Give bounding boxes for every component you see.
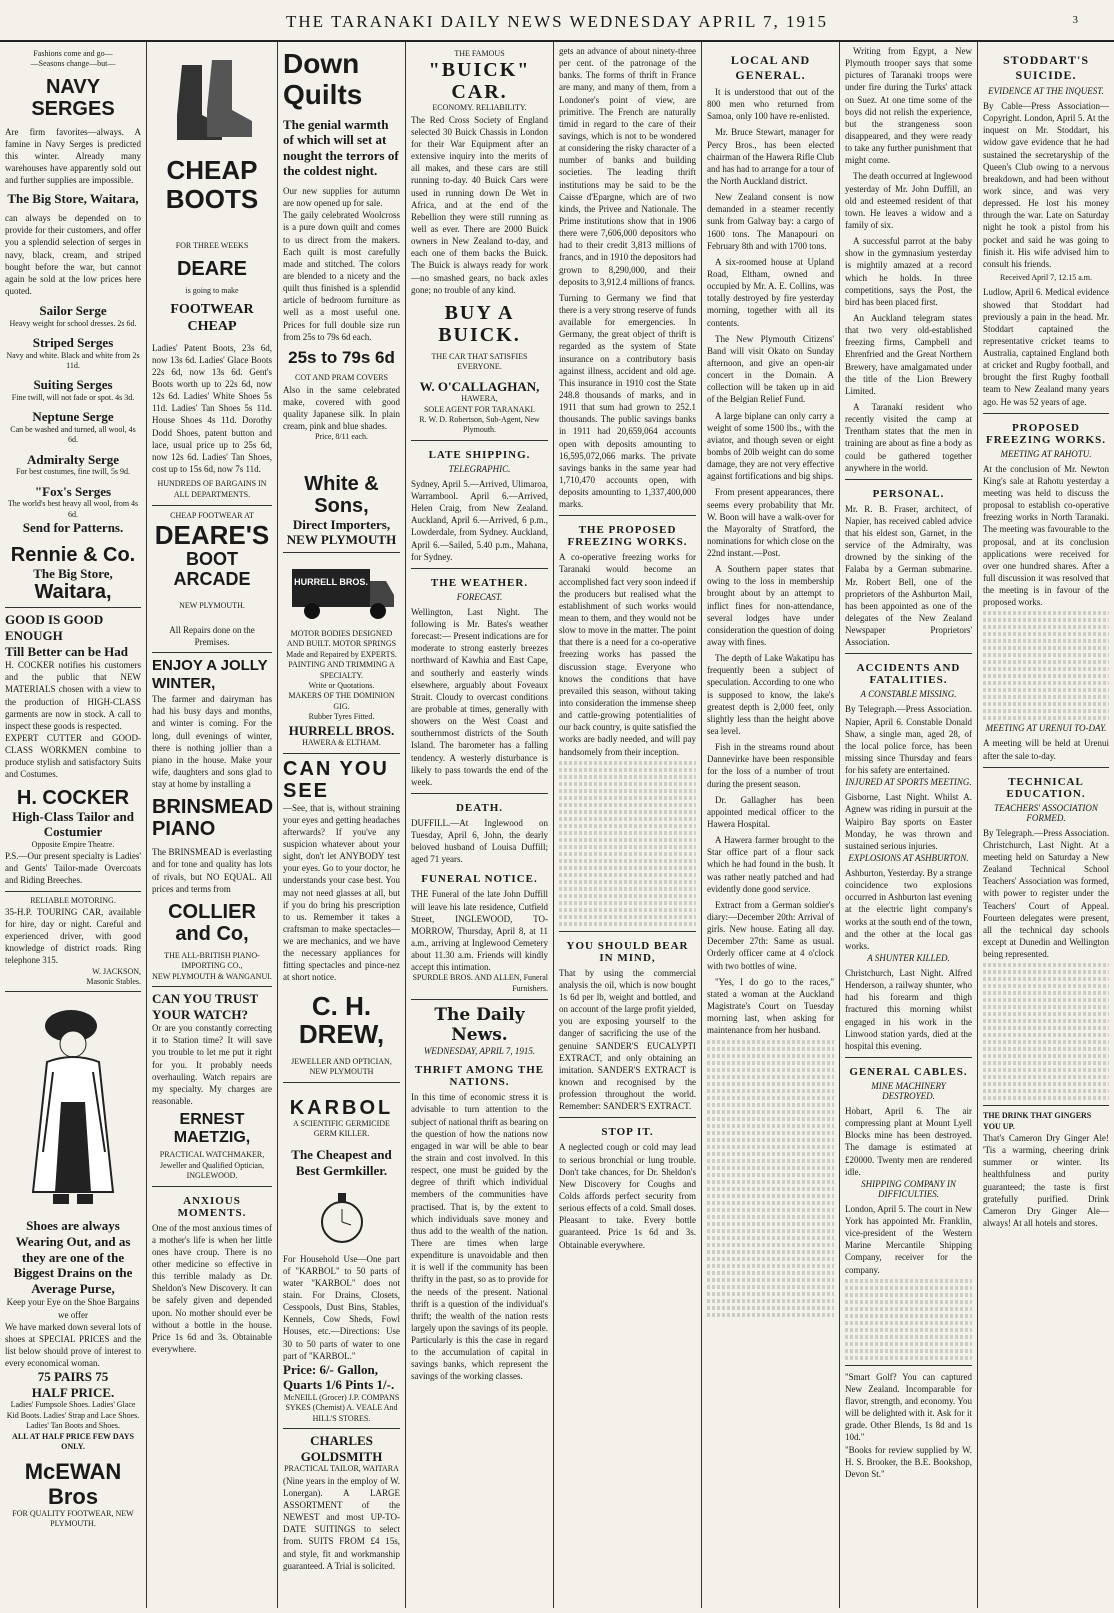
freezing-works-text: A co-operative freezing works for Taranaki would become an accomplished fact very soon indeed if the producers but realised what the establishment of such works would mean to them, and they would not be slow to move in the matter. The point that there is a need for a co-operative freezing works has passed the discussion stage. Everyone who knows the conditions that have prevailed this season, without taking into consideration the immense sheep and cattle-growing potentialities of our back country, is quite satisfied the works are badly needed, and will pay handsomely from their inception. [559,552,696,757]
local-item-4: A six-roomed house at Upland Road, Eltham, owned and occupied by Mr. A. E. Collins, was totally destroyed by fire yesterday morning, together with all its contents. [707,256,834,328]
shoes-keep: Keep your Eye on the Shoe Bargains we offer [6,1297,140,1320]
cot-text: Also in the same celebrated make, covered with good quality Japanese silk. In plain cream, pink and blue shades. [283,384,400,432]
anxious-text: One of the most anxious times of a mother's life is when her little ones have croup. There is no other medicine so effective in this terrible malady as Dr. Sheldon's New Discovery. It can be safely given and depended upon. No mother should ever be without a bottle in the house. Price 1s 6d and 3s. Obtainable everywhere. [152,1222,272,1354]
cocker-headline-3: Till Better can be Had [5,643,129,659]
personal-text: Mr. R. B. Fraser, architect, of Napier, has received cabled advice that his eldest son, Garnet, in the service of the Admiralty, was drowned by the sinking of the Falaba by a German submarine. Mr. Robert Bell, one of the proprietors of the Ashburton Mail, has been appointed as one of the delegates of the New Zealand Newspaper Proprietors' Association. [845,503,972,648]
suiting-serges: Suiting Serges [33,377,113,393]
admiralty-serge: Admiralty Serge [26,451,120,467]
local-news [707,86,834,1036]
drew-advert [283,754,400,1083]
neptune-serge-text: Can be washed and turned, all wool, 4s 6d. [10,425,136,445]
newspaper-title: THE TARANAKI DAILY NEWS WEDNESDAY APRIL 7, 1915 [285,12,829,31]
ginger-heading: THE DRINK THAT GINGERS YOU UP. [983,1111,1092,1131]
column-6 [702,42,840,1608]
shoes-text: Shoes are always Wearing Out, and as they are one of the Biggest Drains on the Average Purse, [13,1218,133,1296]
genial-warmth: The genial warmth of which will set at nought the terrors of the coldest night. [283,116,399,179]
motoring-name: W. JACKSON, [92,966,141,976]
collier-address: NEW PLYMOUTH & WANGANUI. [152,971,272,981]
general-cables-heading: GENERAL CABLES. [849,1065,968,1078]
motor-van-illustration [286,563,398,623]
white-sons-subline: Direct Importers, [292,516,391,532]
stop-it-heading: STOP IT. [601,1126,654,1139]
collier-subline: THE ALL-BRITISH PIANO-IMPORTING CO., [164,950,260,971]
rennie-store: The Big Store, [33,565,113,581]
column-1 [0,42,147,1608]
boots-illustration [167,55,257,150]
cocker-advert [5,608,141,891]
suicide-text-2: Ludlow, April 6. Medical evidence showed that Stoddart had previously a pain in the head. Mr. Stoddart captained the representative cricket teams to Australia, captained England both at cricket and Rugby football, and brought the first Rugby football team to New Zealand many years ago. He was 52 years of age. [983,287,1109,407]
maetzig-name: ERNEST MAETZIG, [173,1111,251,1146]
hurrell-tyres: Rubber Tyres Fitted. [308,712,375,722]
editorial-date: WEDNESDAY, APRIL 7, 1915. [423,1046,536,1057]
page-number: 3 [1072,14,1078,26]
thrift-continued-2: Turning to Germany we find that there is a very strong reserve of funds available for emergencies. In Germany, the great object of thrift is regarded as the system of State insurance on a contributory basis against illness, accident and old age. This insurance in 1910 cost the State 248.8 thousands of marks, and in 1911 that sum had grown to 252.1 thousands. The public savings banks in 1911 had 20,659,064 accounts open with deposits amounting to 16,595,072,066 marks. The private savings banks in the same year had 1,710,470 accounts open, with deposits amounting to 1,337,400,000 marks. [559,292,696,510]
cocker-text: H. COCKER notifies his customers and the public that NEW MATERIALS chosen with a view to the production of HIGH-CLASS garments are now in stock. A call to inspect these goods is respected. [5,660,141,731]
suiting-serges-text: Fine twill, will not fade or spot. 4s 3d. [11,393,135,403]
stop-it-text: A neglected cough or cold may lead to serious bronchial or lung trouble. Don't take chances, for Dr. Sheldon's New Discovery for Coughs and Colds affords perfect security from serious effects of a cold. Small doses. Pleasant to take. Every bottle guaranteed. Price 1s 6d and 3s. Obtainable everywhere. [559,1142,696,1250]
anxious-heading: ANXIOUS MOMENTS. [177,1194,247,1219]
watch-illustration [317,1187,367,1247]
admiralty-serge-text: For best costumes, fine twill, 5s 9d. [16,467,130,477]
hurrell-advert [283,553,400,754]
karbol-cheapest: The Cheapest and Best Germkiller. [291,1147,392,1178]
cocker-address: Opposite Empire Theatre. [31,839,115,849]
the-famous: THE FAMOUS [454,49,505,58]
new-supplies: Our new supplies for autumn are now opened up for sale. [283,185,400,209]
buy-a-buick: BUY A BUICK. [438,301,521,346]
motoring-advert [5,892,141,993]
collier-advert [152,653,272,987]
accidents-heading: ACCIDENTS AND FATALITIES. [856,662,961,687]
neptune-serge: Neptune Serge [32,409,114,425]
fox-serges-text: The world's best heavy all wool, from 4s 6d. [7,499,139,519]
column-7 [840,42,978,1608]
deares-name: DEARE'S [154,520,270,551]
boots-heading: BOOTS [165,183,259,214]
local-cont-1: Writing from Egypt, a New Plymouth trooper says that some pictures of Taranaki troops were under fire during the Turks' attack on Suez. At one time some of the boys did not relish the experience, but the strangeness soon disappeared, and they were ready to take any further punishment that might come. [845,46,972,166]
local-item-1: It is understood that out of the 800 men who returned from Samoa, only 100 have re-enlisted. [707,87,834,122]
death-heading: DEATH. [455,801,504,814]
column-3 [278,42,406,1608]
local-item-12: A Hawera farmer brought to the Star office part of a flour sack which he had found in the bush. It was rather neatly patched and had evidently done good service. [707,835,834,894]
local-item-5: The New Plymouth Citizens' Band will visit Okato on Sunday afternoon, and give an open-air concert in the Domain. A collection will be taken up in aid of the Belgian Relief Fund. [707,333,834,405]
see-text: —See, that is, without straining your eyes and getting headaches afterwards? If you've any suspicion whatever about your sight, don't let ANYBODY test your eyes. Go to your doctor, he understands your case best. You may not need glasses at all, but if you do bring his prescription to us. Remember it takes a craftsman to make spectacles—we are mechanics, and we have the necessary appliances for fitting spectacles and pince-nez at short notice. [283,802,400,983]
cheap-footwear-at: CHEAP FOOTWEAR AT [170,510,254,520]
sailor-serge-text: Heavy weight for school dresses. 2s 6d. [9,318,137,328]
cot-price: Price, 8/11 each. [314,432,368,442]
cot-covers: COT AND PRAM COVERS [295,373,388,383]
karbol-name: KARBOL [289,1096,394,1119]
local-cont-4: An Auckland telegram states that two very old-established freezing firms, Campbell and Ehrenfried and the Great Northern Brewery, have amalgamated under the title of the Lion Brewery Limited. [845,312,972,396]
fashion-line-2: —Seasons change—but— [30,59,116,69]
buick-text: The Red Cross Society of England selected 30 Buick Chassis in London for their War Equipment after an extensive inquiry into the merits of all makes, and these cars are still running to-day. 40 Buick Cars were used in running down De Wet in Africa, and at the end of the Rebellion they were still running as well as ever. There are 2000 Buick owners in New Zealand to-day, and each one of them backs the Buick. The Buick is always ready for work—no smashed gears, no back axles gone; no trouble of any kind. [411,114,548,295]
suicide-received: Received April 7, 12.15 a.m. [1000,272,1092,282]
daily-news-heading: The Daily News. [434,1005,525,1046]
fox-serges: "Fox's Serges [34,483,112,499]
shoes-note: ALL AT HALF PRICE FEW DAYS ONLY. [12,1431,134,1451]
funeral-signature: SPURDLE BROS. AND ALLEN, Funeral Furnishers. [412,973,548,993]
hurrell-name: HURRELL BROS. [288,722,395,738]
cocker-text-2: EXPERT CUTTER and GOOD-CLASS WORKMEN combine to produce stylish and satisfactory Suits and Costumes. [5,732,141,780]
white-sons-address: NEW PLYMOUTH [286,532,397,548]
rennie-town: Waitara, [34,581,112,604]
hurrell-write: Write or Quotations. [308,680,375,690]
karbol-price: Price: 6/- Gallon, Quarts 1/6 Pints 1/-. [283,1361,395,1393]
white-sons-name: White & Sons, [304,472,379,517]
local-item-6: A large biplane can only carry a weight of some 1500 lbs., with the aviator, and though seven or eight bombs of 20lb weight can do some damage, they are not very effective against fortifications and big ships. [707,410,834,482]
local-continued [845,45,972,474]
mine-heading: MINE MACHINERY DESTROYED. [871,1080,946,1101]
striped-serges-text: Navy and white. Black and white from 2s 11d. [6,350,140,371]
suicide-text: By Cable—Press Association—Copyright. London, April 5. At the inquest on Mr. Stoddart, his widow gave evidence that he had sustained the secretaryship of the Queen's Club owing to a nervous breakdown, and had been without work since, and was very depressed. He lost his money through the war. Late on Saturday night he took a pistol from his pocket and said he was going to finish it. His wife advised him to consult his friends. [983,101,1109,269]
local-item-14: "Yes, I do go to the races," stated a woman at the Auckland Magistrate's Court on Tuesday morning last, when asking for maintenance from her husband. [707,976,834,1036]
bargains-line: HUNDREDS OF BARGAINS IN ALL DEPARTMENTS. [157,479,267,499]
sub-agent: R. W. D. Robertson, Sub-Agent, New Plymouth. [419,415,540,435]
local-cont-3: A successful parrot at the baby show in the gymnasium yesterday is mightily amazed at a record which he holds. In three competitions, says the Post, the bird has been placed first. [845,236,972,307]
local-item-8: A Southern paper states that owing to the loss in membership brought about by an attempt to inflict fines for non-attendance, several lodges have under consideration the question of doing away with fines. [707,564,834,648]
motoring-text: 35-H.P. TOURING CAR, available for hire, day or night. Careful and experienced driver, with good knowledge of district roads. Ring telephone 315. [5,906,141,966]
big-store-heading: The Big Store, Waitara, [7,191,139,207]
enjoy-winter: ENJOY A JOLLY WINTER, [152,657,268,693]
boots-price-list: Ladies' Patent Boots, 23s 6d, now 13s 6d. Ladies' Glace Boots 22s 6d, now 13s 6d. Gent's Boots worth up to 22s 6d, now 12s 6d. Ladies' White Shoes 5s 11d. Ladies' Tan Shoes 5s 11d. House Shoes 4s 11d. Dorothy Dodd Shoes, patent button and lace, usual price up to 25s 6d, now 12s 6d. Ladies' Tan Shoes, cost up to 15s 6d, now 7s 11d. [152,342,272,474]
urenui-sub: MEETING AT URENUI TO-DAY. [985,723,1107,734]
can-you-see: CAN YOU SEE [283,757,389,802]
white-sons-advert [283,45,400,553]
pairs-line: 75 PAIRS 75 [37,1369,109,1385]
suicide-heading: STODDART'S SUICIDE. [1002,53,1090,82]
trust-watch: CAN YOU TRUST YOUR WATCH? [152,991,258,1022]
hurrell-makers: MAKERS OF THE DOMINION GIG. [288,691,395,711]
column-5 [554,42,702,1608]
freezing-works-heading: THE PROPOSED FREEZING WORKS. [567,524,688,549]
local-cont-5: A Taranaki resident who recently visited the camp at Trentham states that the men in training are about as fine a body as could be gathered together anywhere in the world. [845,401,972,473]
striped-serges: Striped Serges [32,335,114,351]
hurrell-text: MOTOR BODIES DESIGNED AND BUILT. MOTOR SPRINGS Made and Repaired by EXPERTS. PAINTING AND TRIMMING A SPECIALTY. [286,629,397,680]
local-cont-2: The death occurred at Inglewood yesterday of Mr. John Duffill, an old and esteemed resident of that town. He leaves a widow and a family of six. [845,171,972,230]
local-item-9: The depth of Lake Wakatipu has frequently been a subject of speculation. According to one who is supposed to know, the lake's greatest depth is 2,000 feet, only slightly less than the height above sea level. [707,653,834,737]
constable-missing-heading: A CONSTABLE MISSING. [860,689,957,700]
anxious-moments [152,1195,272,1356]
van-lettering: HURRELL BROS. [293,577,368,588]
motoring-address: Masonic Stables. [86,977,141,986]
column-8 [978,42,1114,1608]
injured-heading: INJURED AT SPORTS MEETING. [845,777,972,788]
telegraphic-sub: TELEGRAPHIC. [448,463,511,474]
trust-text: Or are you constantly correcting it to Station time? It will save you trouble to let me put it right for you. It probably needs overhauling. Watch repairs are my specialty. My charges are reasonable. [152,1023,272,1107]
local-item-11: Dr. Gallagher has been appointed medical officer to the Hawera Hospital. [707,794,834,830]
shipping-company-heading: SHIPPING COMPANY IN DIFFICULTIES. [861,1178,956,1199]
column-2 [147,42,278,1608]
goldsmith-name: CHARLES GOLDSMITH [300,1433,383,1464]
lady-illustration [13,1002,133,1212]
buick-advert [411,45,548,441]
bear-in-mind-text: That by using the commercial analysis the oil, which is now bought 1s 6d per lb, weight and bottled, and on account of the large profit yielded, you are exposing yourself to the danger of sacrificing the use of the genuine SANDER'S EUCALYPTI EXTRACT, and only obtaining an imitation. SANDER'S EXTRACT is known and recognised by the profession throughout the world. Remember: SANDER'S EXTRACT. [559,967,696,1112]
mcewan-subline: FOR QUALITY FOOTWEAR, NEW PLYMOUTH. [12,1508,134,1529]
rahotu-text: At the conclusion of Mr. Newton King's sale at Rahotu yesterday a meeting was held to discuss the proposal to establish co-operative freezing works in North Taranaki. The meeting was favourable to the proposal, and at its conclusion applications were received for over one hundred shares. After a full discussion it was resolved that the meeting is in favour of the proposed works. [983,463,1109,608]
collier-name: COLLIER and Co, [168,900,256,945]
footwear-cheap: FOOTWEAR CHEAP [170,301,254,334]
karbol-agents: McNEILL (Grocer) J.P. COMPANS SYKES (Chemist) A. VEALE And HILL'S STORES. [283,1393,400,1423]
local-general-heading: LOCAL AND GENERAL. [730,53,811,82]
rahotu-sub: MEETING AT RAHOTU. [1000,448,1092,459]
masthead [0,0,1114,42]
column-4 [406,42,554,1608]
shoes-list: Ladies' Fumpsole Shoes. Ladies' Glace Kid Boots. Ladies' Strap and Lace Shoes. Ladies' Tan Boots and Shoes. [6,1400,140,1431]
funeral-heading: FUNERAL NOTICE. [421,873,538,886]
books-notice: "Books for review supplied by W. H. S. Brooker, the B.E. Bookshop, Devon St." [845,1444,972,1479]
technical-heading: TECHNICAL EDUCATION. [1006,775,1086,800]
weather-text: Wellington, Last Night. The following is Mr. Bates's weather forecast:— Present indications are for moderate to strong easterly breezes northward of Kawhia and East Cape, and southerly and easterly winds elsewhere, arguably about Foveaux Strait. Cloudy to overcast conditions are probable at times, generally with showers on the West Coast and southernmost districts of the South Island. The barometer has a falling tendency. A westerly disturbance is likely to pass towards the end of the week. [411,606,548,787]
half-price-line: HALF PRICE. [31,1384,115,1400]
weather-heading: THE WEATHER. [430,576,529,589]
technical-text: By Telegraph.—Press Association. Christchurch, Last Night. At a meeting held on Saturday a New Zealand Technical School Teachers' Association was formed, with power to register under the Teachers' Court of Appeal. Fourteen delegates were present, all the technical day schools except at Dunedin and Wellington being represented. [983,827,1109,960]
ginger-text: That's Cameron Dry Ginger Ale! 'Tis a warming, cheering drink summer or winter. Its healthfulness and purity guaranteed; the taste is first gratefully purified. Drink Cameron Dry Ginger Ale—always! At all hotels and stores. [983,1133,1109,1229]
cocker-headline-1: GOOD IS GOOD [5,612,104,628]
maetzig-address: INGLEWOOD. [186,1171,238,1181]
cheap-heading: CHEAP [166,155,258,185]
forecast-sub: FORECAST. [456,591,503,602]
drew-subline: JEWELLER AND OPTICIAN, NEW PLYMOUTH [291,1056,392,1077]
three-weeks: FOR THREE WEEKS [175,241,249,251]
maetzig-subline: PRACTICAL WATCHMAKER, Jeweller and Qualified Optician, [159,1150,265,1170]
thrift-continued-1: gets an advance of about ninety-three per cent. of the patronage of the banks. The forms of thrift in France are many, and many of them, from a Londoner's point of view, are primitive. The French are naturally timid in regard to the care of their savings, which is not to be wondered at considering the risky character of a number of banks and building societies. The leading thrift institutions may be said to be the Caisse d'Epargne, which are of two kinds, the Privee and Nationale. The Prime institutions show that in 1906 there were 7,606,000 depositors who had to their credit 3,813 millions of francs, and in 1910 the depositors had grown to 8,290,000, and their deposits to 3,912.4 millions of francs. [559,46,696,287]
mcewan-name: McEWAN Bros [24,1459,122,1509]
local-item-13: Extract from a German soldier's diary:—December 20th: Arrival of girls. New house. Eating all day. December 27th: Same as usual. Orderly officer came at 4 o'clock with two bottles of wine. [707,899,834,971]
quilt-price: 25s to 79s 6d [288,347,395,367]
personal-heading: PERSONAL. [872,487,945,500]
local-item-2: Mr. Bruce Stewart, manager for Percy Bros., has been elected chairman of the Hawera Rifle Club and has had to arrange for a tour of the North Auckland district. [707,127,834,186]
deare-address: NEW PLYMOUTH. [179,601,245,611]
death-text: DUFFILL.—At Inglewood on Tuesday, April 6, John, the dearly beloved husband of Louisa Duffill; aged 71 years. [411,817,548,865]
explosions-heading: EXPLOSIONS AT ASHBURTON. [848,853,969,864]
quilt-text: The gaily celebrated Woolcross is a pure down quilt and comes to us direct from the makers. Each quilt is most carefully made and stitched. The colors are blended to a nicety and the quilt thus finished is a splendid article of bedroom furniture as well as a most useful one. Prices for full double size run from 25s to 79s 6d each. [283,210,400,342]
explosions-text: Ashburton, Yesterday. By a strange coincidence two explosions occurred in Ashburton last evening at the electric light company's works at the south end of the town, and the other at the local gas works. [845,868,972,951]
local-item-3: New Zealand consent is now demanded in a steamer recently sunk from Galway bay: a cargo of 1600 tons. The Manapouri on February 8th and with 1700 tons. [707,192,834,251]
local-item-7: From present appearances, there seems every probability that Mr. W. Boon will have a walk-over for the Mayoralty of Stratford, the nominations for which close on the 22nd instant.—Post. [707,487,834,559]
repairs-line: All Repairs done on the Premises. [169,624,255,647]
shunter-text: Christchurch, Last Night. Alfred Henderson, a railway shunter, who had his forearm and thigh fractured this morning whilst engaged in his work in the Linwood station yards, died at the hospital this evening. [845,968,972,1051]
hurrell-address: HAWERA & ELTHAM. [302,738,381,748]
buick-heading: "BUICK" CAR. [428,59,531,104]
enjoy-text: The farmer and dairyman has had his busy days and months, and winter is coming. For the long, dull evenings of winter, there is nothing jollier than a piano in the house. Make your wife, daughters and sons glad to stay at home by installing a [152,694,272,790]
mcewan-advert [5,992,141,1533]
navy-serges-text: Are firm favorites—always. A famine in Navy Serges is predicted this winter. Already many warehouses have apparently sold out and further supplies are impossible. [5,126,141,186]
shipping-company-text: London, April 5. The court in New York has appointed Mr. Franklin, vice-president of the Western Marine Mercantile Shipping Company, receiver for the company. [845,1203,972,1275]
brinsmead-text: The BRINSMEAD is everlasting and for tone and quality has lots of rivals, but NO EQUAL. All prices and terms from [152,847,272,894]
rennie-name: Rennie & Co. [10,543,136,566]
shoes-sale: We have marked down several lots of shoes at SPECIAL PRICES and the list below should prove of interest to every economical woman. [5,1321,141,1369]
karbol-subline: A SCIENTIFIC GERMICIDE GERM KILLER. [293,1118,390,1138]
goldsmith-advert [283,1429,400,1576]
boot-arcade: BOOT ARCADE [173,548,251,589]
cocker-trade: High-Class Tailor and Costumier [12,808,134,840]
bear-in-mind-heading: YOU SHOULD BEAR IN MIND, [566,939,689,964]
karbol-text: For Household Use—One part of "KARBOL" to 50 parts of water "KARBOL" does not stain. For Drains, Closets, Cesspools, Dust Bins, Stables, Kennels, Cow Sheds, Fowl Houses, etc.—Directions: Use 30 to 50 parts of water to one part of "KARBOL." [283,1253,400,1361]
ocallaghan-town: HAWERA, [461,394,498,404]
inquest-sub: EVIDENCE AT THE INQUEST. [988,86,1104,96]
patterns-line: Send for Patterns. [22,520,124,536]
buick-tagline: ECONOMY. RELIABILITY. [432,103,527,113]
motoring-heading: RELIABLE MOTORING. [30,895,116,905]
shipping-text: Sydney, April 5.—Arrived, Ulimaroa, Warrambool. April 6.—Arrived, Helen Craig, from New Zealand. Auckland, April 6.—Arrived, 6 p.m., Lowderdale, from Sydney. Auckland, April 6.—Sailed, 5.40 p.m., Mahana, for Sydney. [411,478,548,562]
injured-text: Gisborne, Last Night. Whilst A. Agnew was riding in pursuit at the Waipiro Bay sports on Easter Monday, he was thrown and sustained serious injuries. [845,792,972,851]
cocker-name: H. COCKER [16,786,130,809]
brinsmead-name: BRINSMEAD PIANO [152,796,274,841]
sole-agent: SOLE AGENT FOR TARANAKI. [423,404,536,414]
mine-text: Hobart, April 6. The air compressing plant at Mount Lyell Blocks mine has been destroyed. The damage is estimated at £20000. Twenty men are rendered idle. [845,1105,972,1177]
urenui-text: A meeting will be held at Urenui after the sale to-day. [983,738,1109,761]
goldsmith-trade: PRACTICAL TAILOR, WAITARA [284,1464,399,1474]
thrift-text: In this time of economic stress it is advisable to turn attention to the subject of national thrift as bearing on the question of how the nations now engaged in war will be able to bear the strain and cost involved. In this respect, one must be guided by the degree of thrift which individual members of the communities have practised. That is, by the extent to which individuals save money and thus add to the wealth of the nation. There are times when large expenditure is unavoidable and then it is well if the community has been thrifty in the past, so as to provide for the needs of the present. National thrift is a question of the individual's thrift; the wealth of the nation rests largely upon the savings of its people. Particularly is this the case in regard to the accumulation of capital in savings banks, which represent the savings of the working classes. [411,1092,548,1382]
teachers-sub: TEACHERS' ASSOCIATION FORMED. [994,802,1098,823]
funeral-text: THE Funeral of the late John Duffill will leave his late residence, Cutfield Street, INGLEWOOD, TO-MORROW, Thursday, April 8, at 11 a.m., arriving at Inglewood Cemetery about 11.30 a.m. Friends will kindly accept this intimation. [411,889,548,973]
car-satisfies: THE CAR THAT SATISFIES EVERYONE. [431,351,528,372]
cocker-headline-2: ENOUGH [5,627,63,643]
going-to-make: is going to make [185,285,239,295]
navy-serges-heading: NAVY SERGES [31,75,115,120]
sailor-serge: Sailor Serge [39,303,107,319]
shunter-heading: A SHUNTER KILLED. [867,953,950,963]
fashion-line-1: Fashions come and go— [33,49,113,58]
maetzig-advert [152,987,272,1187]
goldsmith-text: (Nine years in the employ of W. Lonergan). A LARGE ASSORTMENT of the NEWEST and most UP-TO-DATE SUITINGS to select from. SUITS FROM £4 15s, and style, fit and workmanship guaranteed. A Trial is solicited. [283,1475,400,1571]
cocker-ps: P.S.—Our present specialty is Ladies' and Gents' Tailor-made Overcoats and Riding Breeches. [5,851,141,886]
proposed-freezing-heading: PROPOSED FREEZING WORKS. [986,421,1106,446]
local-item-10: Fish in the streams round about Dannevirke have been responsible for the loss of a number of trout during the present season. [707,742,834,789]
ocallaghan-name: W. O'CALLAGHAN, [419,378,540,394]
down-quilts-heading: Down Quilts [283,48,363,110]
constable-missing-text: By Telegraph.—Press Association. Napier, April 6. Constable Donald Shaw, a single man, aged 28, of the local police force, has been missing since Thursday and fears for his safety are entertained. [845,704,972,776]
golf-notice: "Smart Golf? You can captured New Zealand. Incomparable for flavor, strength, and economy. You will be delighted with it. Ask for it grade. Other Blends, 1s 8d and 1s 10d." [845,1371,972,1443]
late-shipping-heading: LATE SHIPPING. [428,448,531,461]
deare-advert [152,45,272,653]
thrift-heading: THRIFT AMONG THE NATIONS. [414,1064,545,1089]
drew-name: C. H. DREW, [298,990,385,1050]
karbol-advert [283,1083,400,1430]
rennie-advert [5,45,141,608]
big-store-text: can always be depended on to provide for their customers, and offer you a splendid selection of serges in navy, black, cream, and striped bought before the war, but cannot again be sold at the low prices here quoted. [5,213,141,296]
deare-name: DEARE [176,257,247,280]
